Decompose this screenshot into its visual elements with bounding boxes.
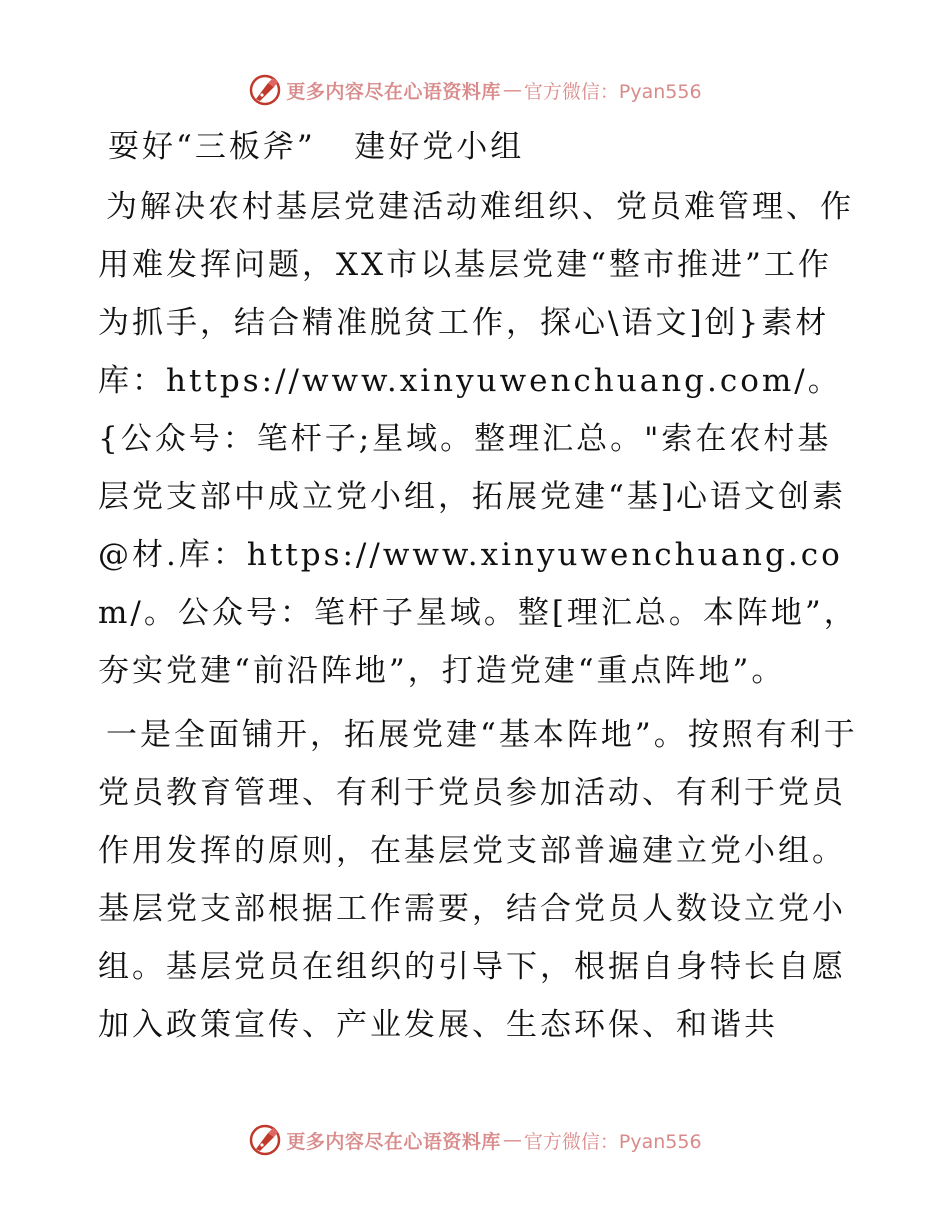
watermark-wechat: 官方微信：Pyan556 — [523, 1130, 702, 1153]
watermark-dash: — — [502, 79, 522, 101]
pen-nib-circle-icon — [248, 73, 282, 107]
watermark-text: 更多内容尽在心语资料库 — [286, 1130, 501, 1153]
watermark-wechat: 官方微信：Pyan556 — [523, 80, 702, 103]
watermark-text: 更多内容尽在心语资料库 — [286, 80, 501, 103]
footer-watermark — [0, 1120, 950, 1160]
header-watermark — [0, 70, 950, 110]
pen-nib-circle-icon — [248, 1123, 282, 1157]
document-body — [98, 118, 858, 1060]
watermark-dash: — — [502, 1129, 522, 1151]
paragraph-intro: 为解决农村基层党建活动难组织、党员难管理、作用难发挥问题，XX市以基层党建“整市推进”工作为抓手，结合精准脱贫工作，探心\语文]创}素材库：https://www.xinyuwenchuang.com/。{公众号：笔杆子;星域。整理汇总。"索在农村基层党支部中成立党小组，拓展党建“基]心语文创素@材.库：https://www.xinyuwenchuang.com/。公众号：笔杆子星域。整[理汇总。本阵地”，夯实党建“前沿阵地”，打造党建“重点阵地”。 — [98, 189, 858, 689]
paragraph-point-one: 一是全面铺开，拓展党建“基本阵地”。按照有利于党员教育管理、有利于党员参加活动、有利于党员作用发挥的原则，在基层党支部普遍建立党小组。基层党支部根据工作需要，结合党员人数设立党小组。基层党员在组织的引导下，根据自身特长自愿加入政策宣传、产业发展、生态环保、和谐共 — [98, 717, 858, 1043]
document-title: 耍好“三板斧” 建好党小组 — [108, 129, 525, 165]
